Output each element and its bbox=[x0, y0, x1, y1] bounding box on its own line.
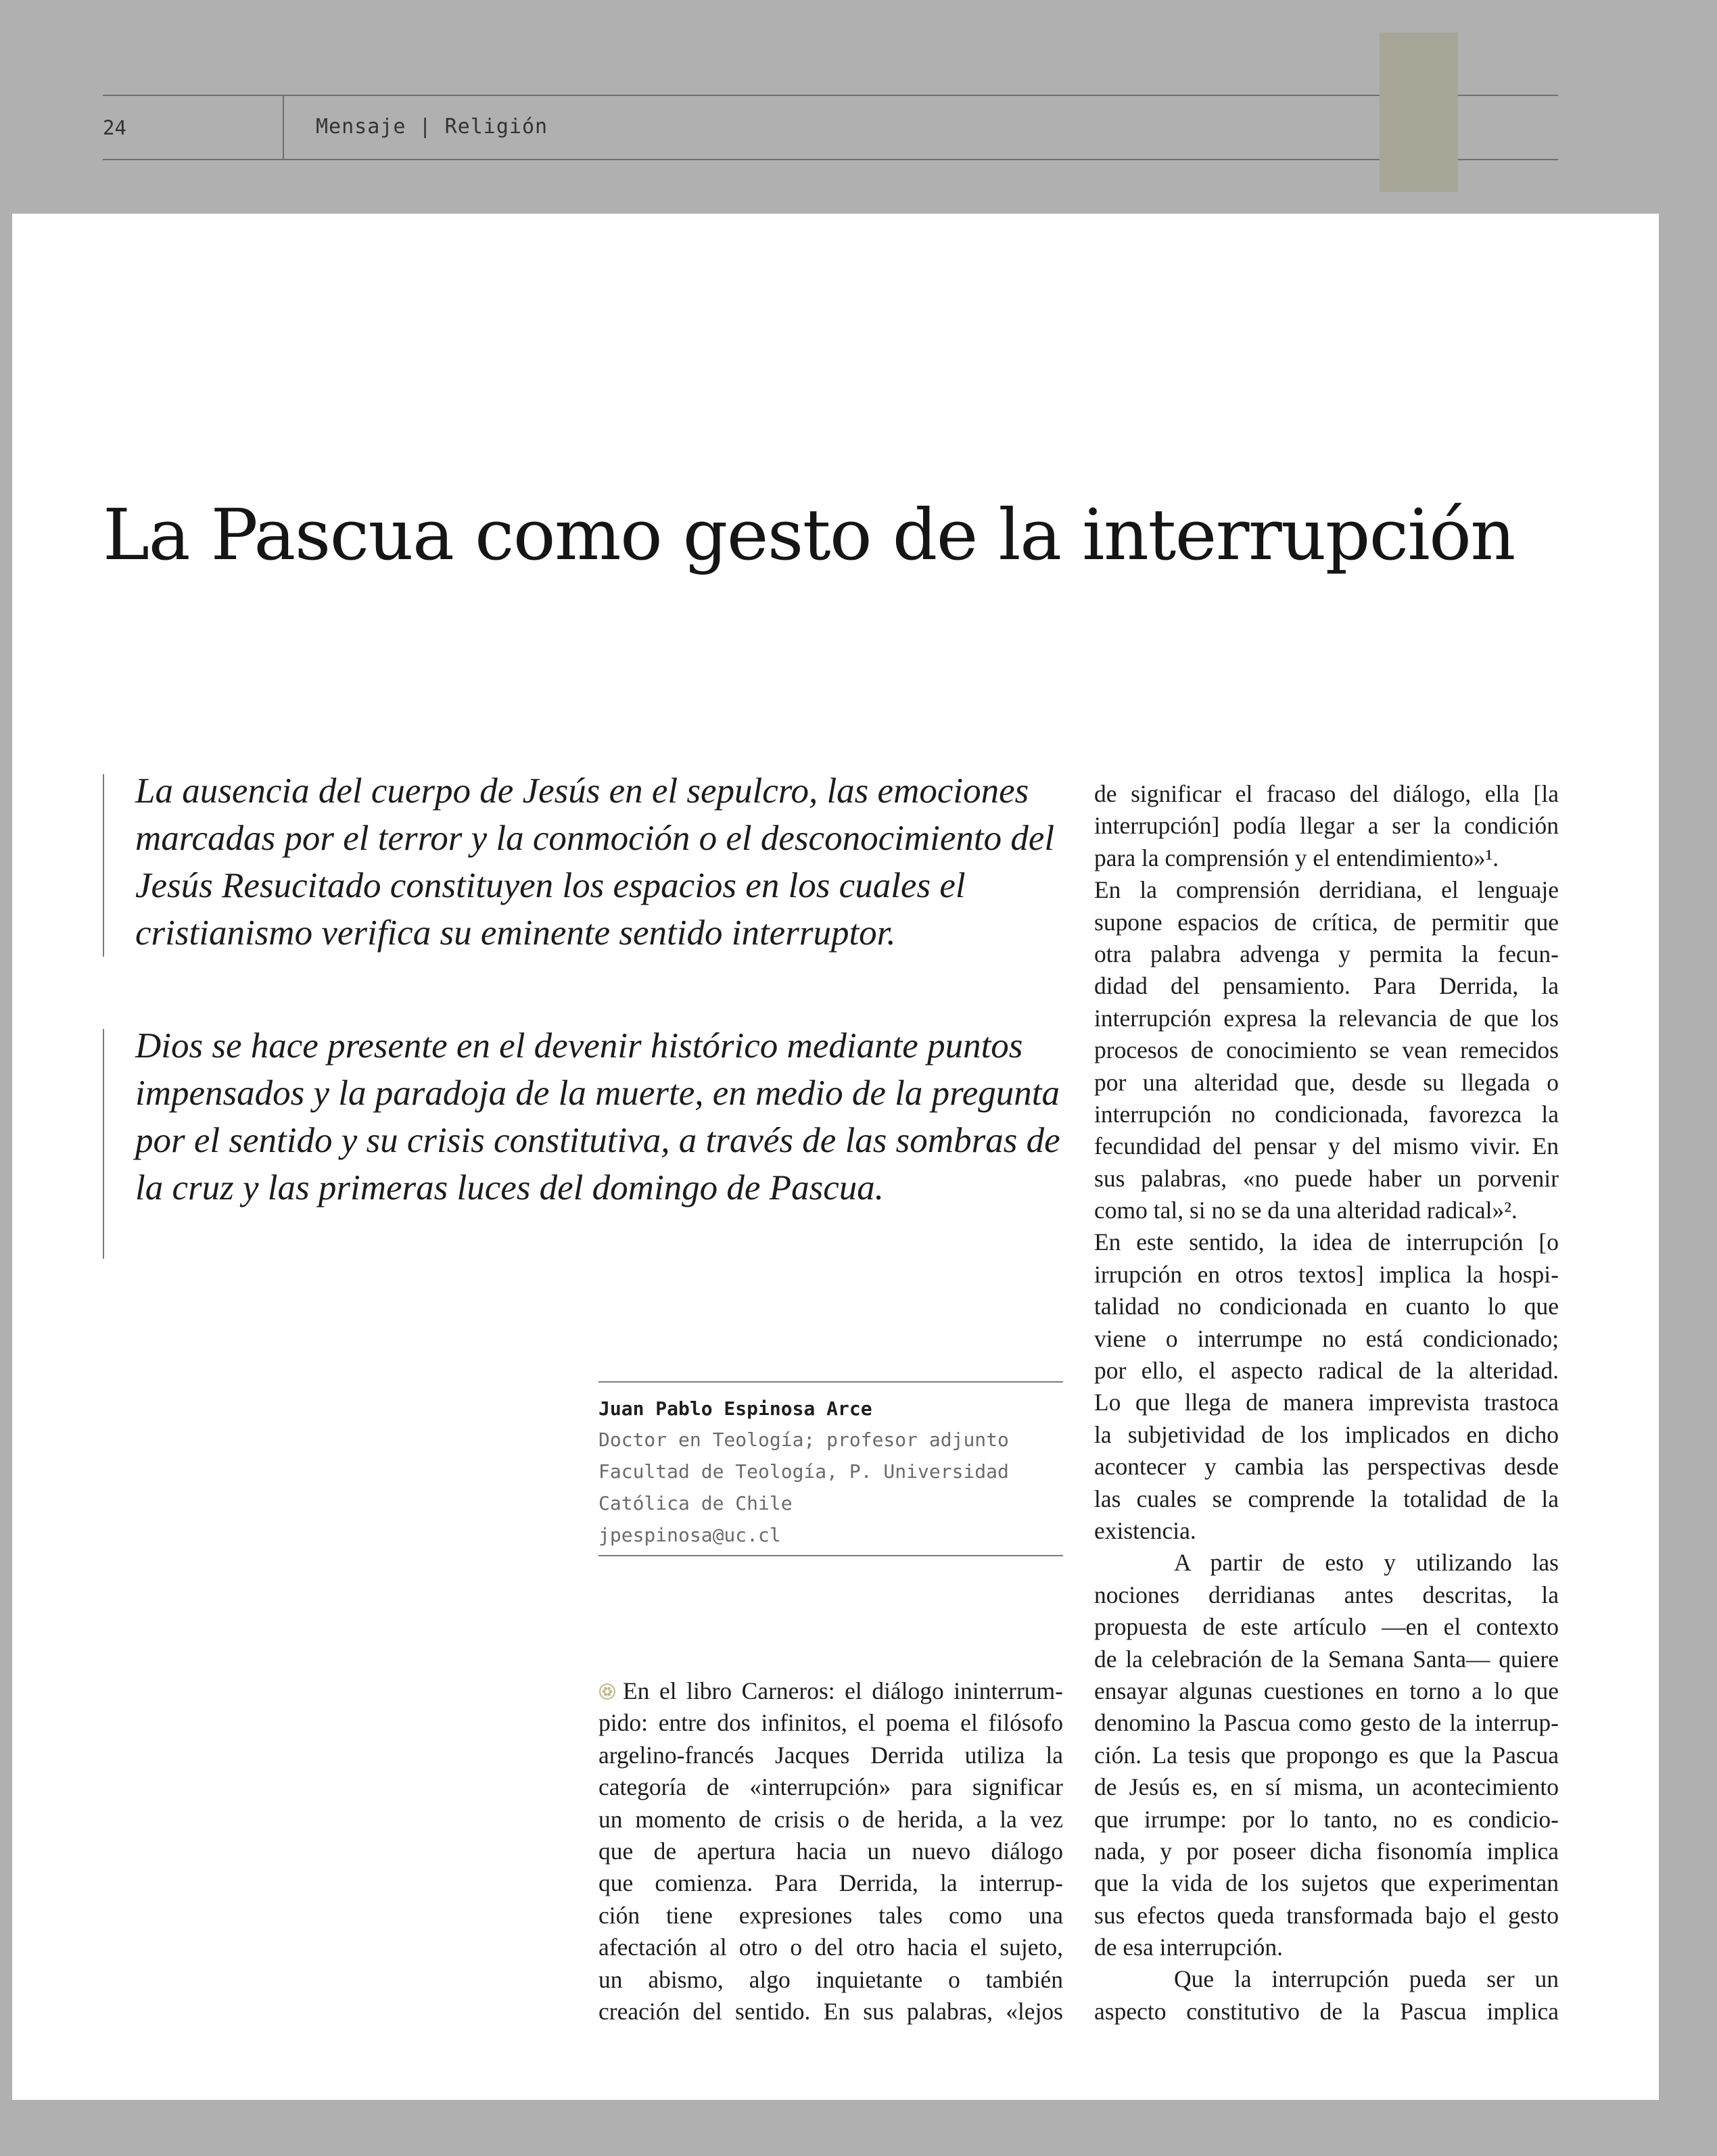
author-box bbox=[598, 1381, 1063, 1556]
body-text-line: Que la interrupción pueda ser un bbox=[1174, 1965, 1559, 1993]
body-text-line: nada, y por poseer dicha fisonomía implica bbox=[1094, 1837, 1559, 1865]
body-text-line: irrupción en otros textos] implica la hospi- bbox=[1094, 1260, 1559, 1288]
lead-rule-1 bbox=[103, 774, 104, 957]
author-affiliation-line: Doctor en Teología; profesor adjunto bbox=[598, 1429, 1009, 1451]
body-text-line: de esa interrupción. bbox=[1094, 1934, 1283, 1961]
body-text-line: la subjetividad de los implicados en dicho bbox=[1094, 1420, 1559, 1448]
body-text-line: que comienza. Para Derrida, la interrup- bbox=[598, 1869, 1063, 1897]
body-text-line: que la vida de los sujetos que experimentan bbox=[1094, 1869, 1559, 1897]
body-text-line: un momento de crisis o de herida, a la vez bbox=[598, 1805, 1063, 1833]
body-text-line: denomino la Pascua como gesto de la interrup- bbox=[1094, 1709, 1559, 1737]
body-text-line: de significar el fracaso del diálogo, ella [la bbox=[1094, 780, 1559, 807]
header-rule-bottom bbox=[103, 159, 1558, 160]
body-text-line: procesos de conocimiento se vean remecidos bbox=[1094, 1036, 1559, 1064]
author-name: Juan Pablo Espinosa Arce bbox=[598, 1397, 872, 1420]
body-text-line: existencia. bbox=[1094, 1516, 1196, 1544]
body-text-line: talidad no condicionada en cuanto lo que bbox=[1094, 1293, 1559, 1320]
body-text-line: ensayar algunas cuestiones en torno a lo que bbox=[1094, 1677, 1559, 1704]
body-text-line: fecundidad del pensar y del mismo vivir. En bbox=[1094, 1132, 1559, 1160]
body-text-line: nociones derridianas antes descritas, la bbox=[1094, 1581, 1559, 1608]
body-text-line: acontecer y cambia las perspectivas desde bbox=[1094, 1453, 1559, 1481]
body-text-line: afectación al otro o del otro hacia el sujeto, bbox=[598, 1934, 1063, 1961]
lead-paragraph-1: La ausencia del cuerpo de Jesús en el sepulcro, las emociones marcadas por el terror y la conmoción o el desconocimiento del Jesús Resucitado constituyen los espacios en los cuales el cristianismo verifica su eminente sentido interruptor. bbox=[135, 771, 1055, 953]
body-text-line: creación del sentido. En sus palabras, «lejos bbox=[598, 1997, 1063, 2025]
body-text-line: sus efectos queda transformada bajo el gesto bbox=[1094, 1901, 1559, 1929]
body-text-line: interrupción expresa la relevancia de que los bbox=[1094, 1004, 1559, 1032]
body-text-line: para la comprensión y el entendimiento»¹. bbox=[1094, 844, 1499, 871]
body-text-line: ción tiene expresiones tales como una bbox=[598, 1901, 1063, 1929]
body-column-left bbox=[598, 1675, 1063, 2028]
body-column-right bbox=[1094, 778, 1559, 2028]
body-text-line: En el libro Carneros: el diálogo ininterrum- bbox=[598, 1675, 1063, 1707]
body-text-line: aspecto constitutivo de la Pascua implica bbox=[1094, 1997, 1559, 2025]
section-label: Mensaje | Religión bbox=[316, 115, 548, 139]
body-text-line: interrupción] podía llegar a ser la condición bbox=[1094, 812, 1559, 840]
body-text-line: sus palabras, «no puede haber un porvenir bbox=[1094, 1164, 1559, 1192]
author-affiliation-line: Católica de Chile bbox=[598, 1492, 793, 1514]
body-text-line: argelino-francés Jacques Derrida utiliza la bbox=[598, 1741, 1063, 1769]
flower-ornament-icon bbox=[598, 1683, 616, 1700]
body-text-line: otra palabra advenga y permita la fecun- bbox=[1094, 940, 1559, 967]
body-text-line: por una alteridad que, desde su llegada o bbox=[1094, 1068, 1559, 1096]
body-text-line: un abismo, algo inquietante o también bbox=[598, 1965, 1063, 1993]
color-tab bbox=[1380, 32, 1458, 192]
header-rule-top bbox=[103, 95, 1558, 96]
body-text-line: categoría de «interrupción» para significar bbox=[598, 1773, 1063, 1801]
body-text-line: interrupción no condicionada, favorezca la bbox=[1094, 1100, 1559, 1128]
lead-rule-2 bbox=[103, 1029, 104, 1259]
body-text-line: Lo que llega de manera imprevista trastoca bbox=[1094, 1389, 1559, 1416]
body-text-line: En la comprensión derridiana, el lenguaje bbox=[1094, 876, 1559, 904]
body-text-line: viene o interrumpe no está condicionado; bbox=[1094, 1324, 1559, 1352]
body-text-line: didad del pensamiento. Para Derrida, la bbox=[1094, 972, 1559, 1000]
author-affiliation-line: Facultad de Teología, P. Universidad bbox=[598, 1460, 1009, 1483]
body-text-line: pido: entre dos infinitos, el poema el filósofo bbox=[598, 1709, 1063, 1737]
body-text-line: En este sentido, la idea de interrupción [o bbox=[1094, 1228, 1559, 1256]
body-text-line: por ello, el aspecto radical de la alteridad. bbox=[1094, 1357, 1559, 1385]
body-text-line: las cuales se comprende la totalidad de la bbox=[1094, 1485, 1559, 1512]
body-text-line: de Jesús es, en sí misma, un acontecimiento bbox=[1094, 1773, 1559, 1801]
body-text-line: que de apertura hacia un nuevo diálogo bbox=[598, 1837, 1063, 1865]
body-text-line: propuesta de este artículo —en el contexto bbox=[1094, 1613, 1559, 1641]
body-text-line: ción. La tesis que propongo es que la Pascua bbox=[1094, 1741, 1559, 1769]
body-text-line: de la celebración de la Semana Santa— quiere bbox=[1094, 1645, 1559, 1673]
author-email: jpespinosa@uc.cl bbox=[598, 1524, 781, 1546]
body-text-line: como tal, si no se da una alteridad radical»². bbox=[1094, 1197, 1518, 1224]
article-title: La Pascua como gesto de la interrupción bbox=[103, 494, 1515, 576]
page-number: 24 bbox=[103, 116, 126, 139]
body-text-line: supone espacios de crítica, de permitir que bbox=[1094, 908, 1559, 936]
body-text-line: A partir de esto y utilizando las bbox=[1174, 1549, 1559, 1577]
header-divider bbox=[283, 95, 284, 160]
body-text-line: que irrumpe: por lo tanto, no es condicio- bbox=[1094, 1805, 1559, 1833]
lead-paragraph-2: Dios se hace presente en el devenir histórico mediante puntos impensados y la paradoja de la muerte, en medio de la pregunta por el sentido y su crisis constitutiva, a través de las sombras de la cruz y las primeras luces del domingo de Pascua. bbox=[135, 1026, 1060, 1207]
